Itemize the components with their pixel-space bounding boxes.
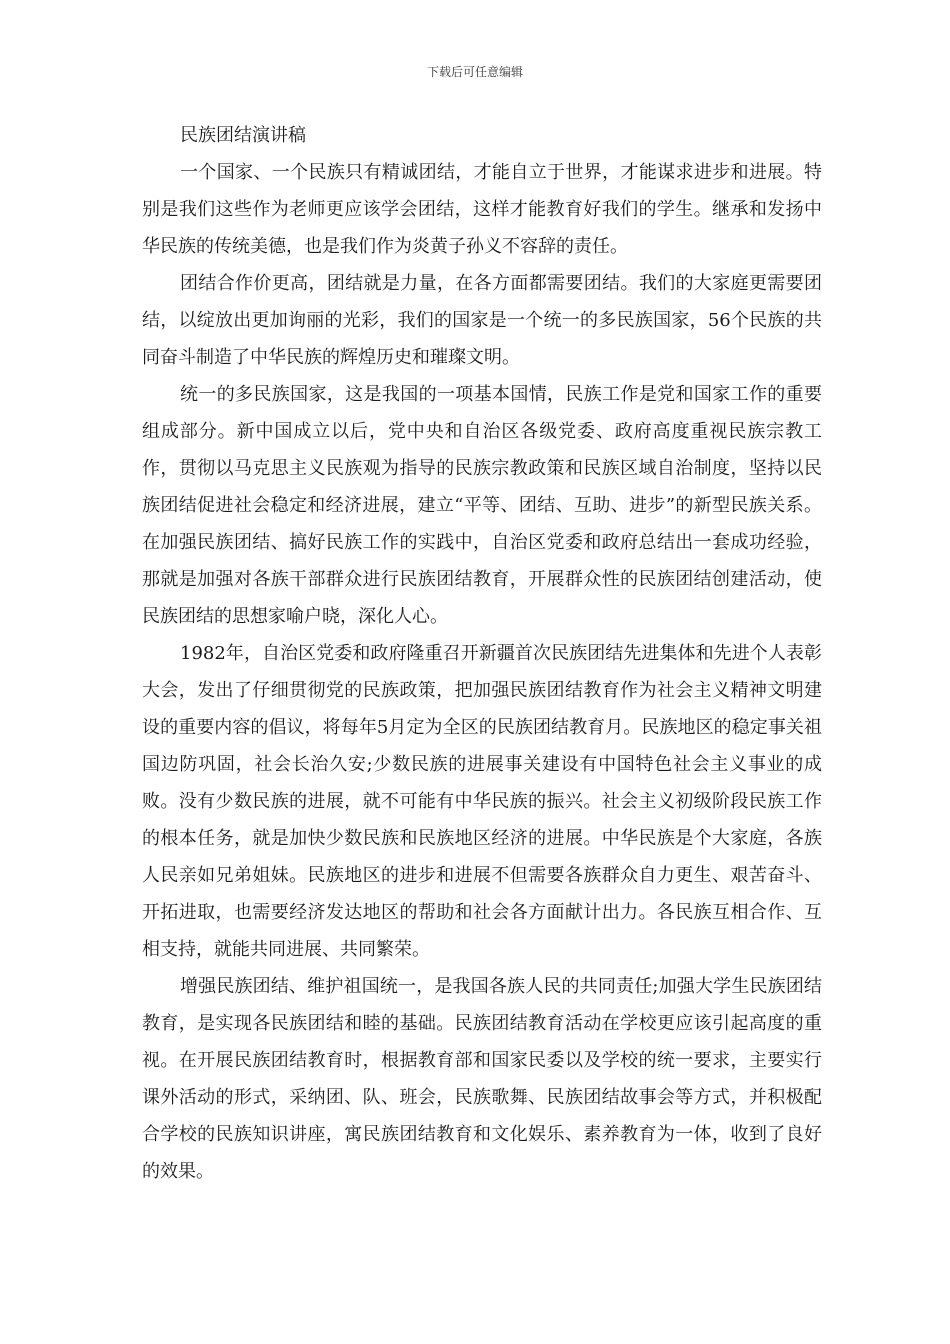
document-body	[142, 117, 822, 1190]
paragraph: 增强民族团结、维护祖国统一，是我国各族人民的共同责任;加强大学生民族团结教育，是实现各民族团结和睦的基础。民族团结教育活动在学校更应该引起高度的重视。在开展民族团结教育时，根据教育部和国家民委以及学校的统一要求，主要实行课外活动的形式，采纳团、队、班会，民族歌舞、民族团结故事会等方式，并积极配合学校的民族知识讲座，寓民族团结教育和文化娱乐、素养教育为一体，收到了良好的效果。	[142, 976, 822, 1182]
paragraph: 团结合作价更高，团结就是力量，在各方面都需要团结。我们的大家庭更需要团结，以绽放出更加询丽的光彩，我们的国家是一个统一的多民族国家，56个民族的共同奋斗制造了中华民族的辉煌历史和璀璨文明。	[142, 273, 822, 368]
page-header: 下载后可任意编辑	[426, 65, 523, 79]
paragraph: 1982年，自治区党委和政府隆重召开新疆首次民族团结先进集体和先进个人表彰大会，发出了仔细贯彻党的民族政策，把加强民族团结教育作为社会主义精神文明建设的重要内容的倡议，将每年5月定为全区的民族团结教育月。民族地区的稳定事关祖国边防巩固，社会长治久安;少数民族的进展事关建设有中国特色社会主义事业的成败。没有少数民族的进展，就不可能有中华民族的振兴。社会主义初级阶段民族工作的根本任务，就是加快少数民族和民族地区经济的进展。中华民族是个大家庭，各族人民亲如兄弟姐妹。民族地区的进步和进展不但需要各族群众自力更生、艰苦奋斗、开拓进取，也需要经济发达地区的帮助和社会各方面献计出力。各民族互相合作、互相支持，就能共同进展、共同繁荣。	[142, 643, 822, 960]
paragraph: 一个国家、一个民族只有精诚团结，才能自立于世界，才能谋求进步和进展。特别是我们这些作为老师更应该学会团结，这样才能教育好我们的学生。继承和发扬中华民族的传统美德，也是我们作为炎黄子孙义不容辞的责任。	[142, 162, 822, 257]
paragraph: 统一的多民族国家，这是我国的一项基本国情，民族工作是党和国家工作的重要组成部分。新中国成立以后，党中央和自治区各级党委、政府高度重视民族宗教工作，贯彻以马克思主义民族观为指导的民族宗教政策和民族区域自治制度，坚持以民族团结促进社会稳定和经济进展，建立“平等、团结、互助、进步”的新型民族关系。在加强民族团结、搞好民族工作的实践中，自治区党委和政府总结出一套成功经验，那就是加强对各族干部群众进行民族团结教育，开展群众性的民族团结创建活动，使民族团结的思想家喻户晓，深化人心。	[142, 384, 822, 627]
document-title: 民族团结演讲稿	[180, 125, 306, 146]
